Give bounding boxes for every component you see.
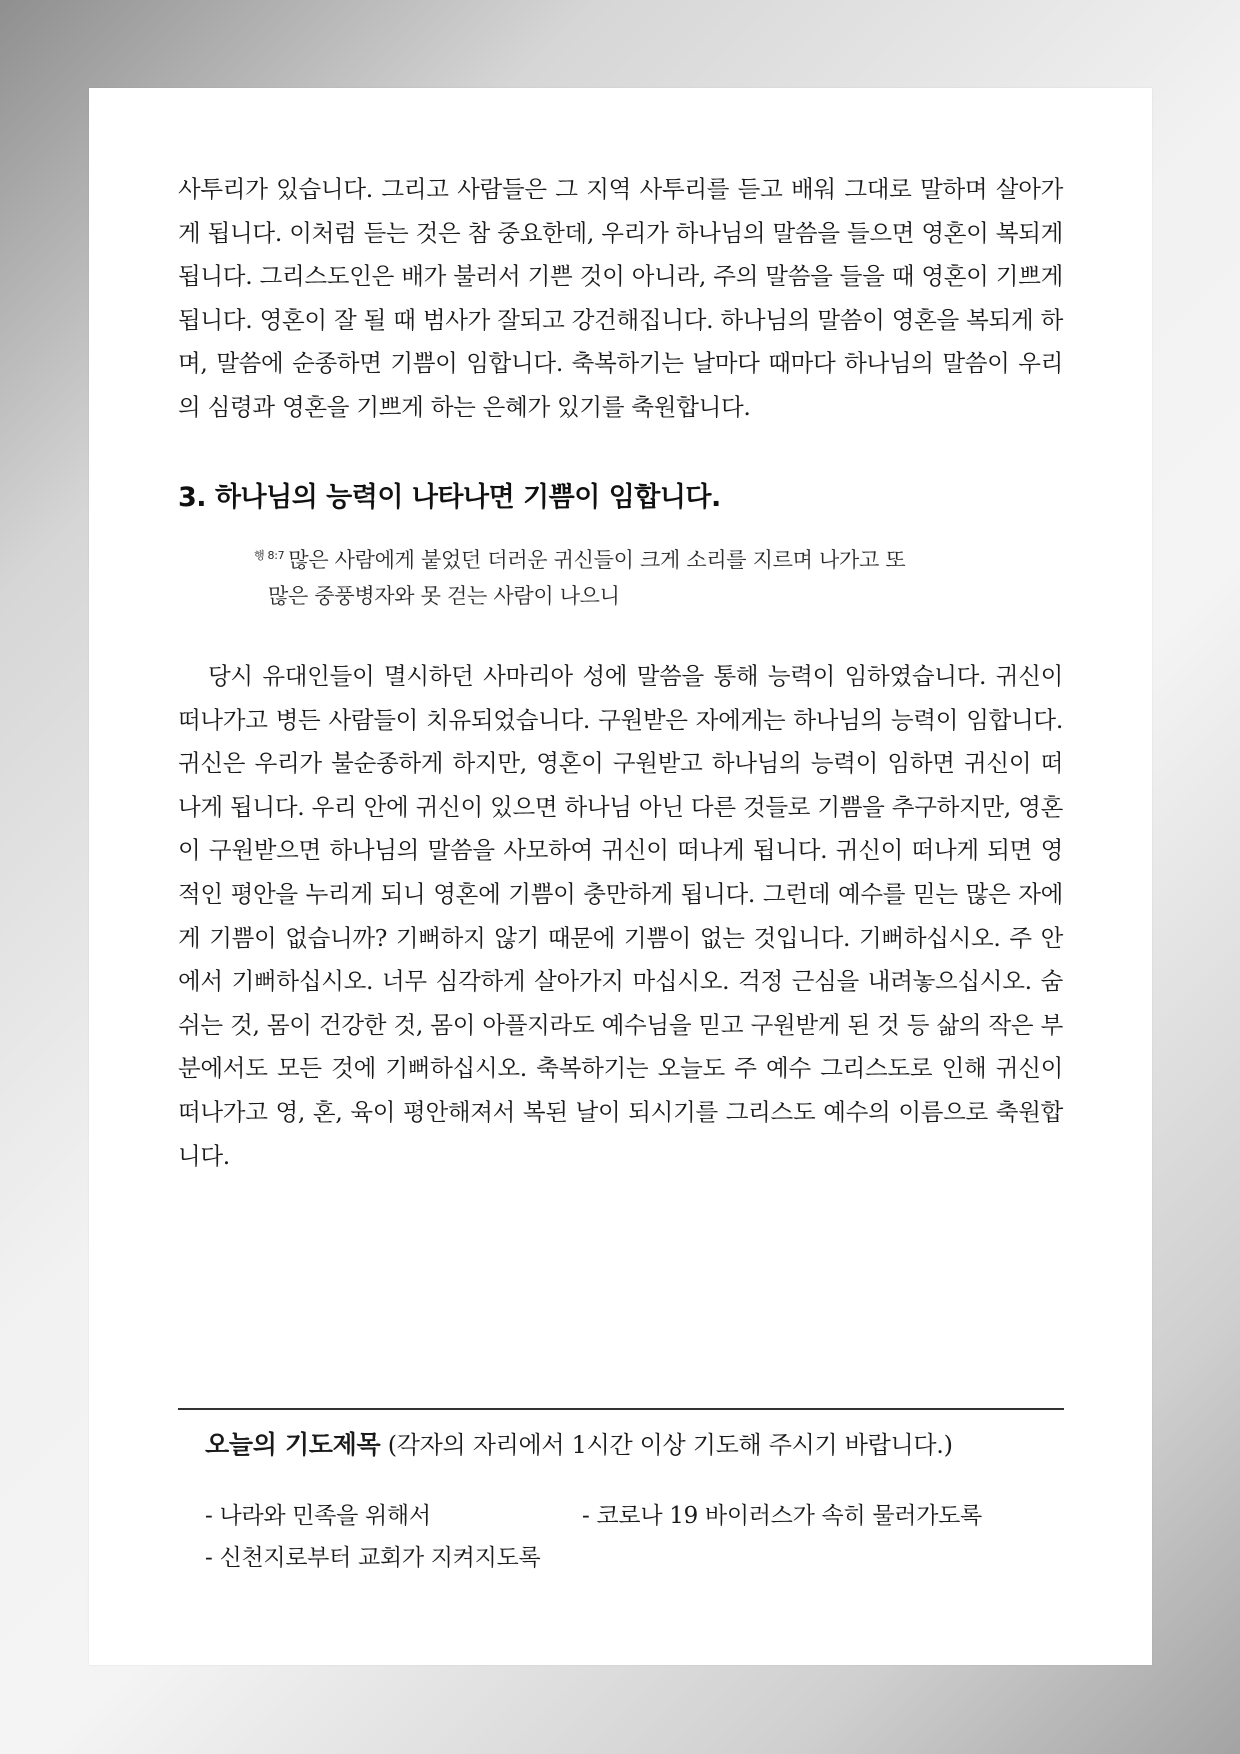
- scripture-line-2: 많은 중풍병자와 못 걷는 사람이 나으니: [268, 584, 620, 608]
- section-divider: [178, 1408, 1064, 1410]
- prayer-title: 오늘의 기도제목: [205, 1430, 381, 1459]
- scripture-reference: 행 8:7: [254, 549, 285, 562]
- body-paragraph-2: 당시 유대인들이 멸시하던 사마리아 성에 말씀을 통해 능력이 임하였습니다. 귀신이 떠나가고 병든 사람들이 치유되었습니다. 구원받은 자에게는 하나님의 능력이 임합니다. 귀신은 우리가 불순종하게 하지만, 영혼이 구원받고 하나님의 능력이 임하면 귀신이 떠나게 됩니다. 우리 안에 귀신이 있으면 하나님 아닌 다른 것들로 기쁨을 추구하지만, 영혼이 구원받으면 하나님의 말씀을 사모하여 귀신이 떠나게 됩니다. 귀신이 떠나게 되면 영적인 평안을 누리게 되니 영혼에 기쁨이 충만하게 됩니다. 그런데 예수를 믿는 많은 자에게 기쁨이 없습니까? 기뻐하지 않기 때문에 기쁨이 없는 것입니다. 기뻐하십시오. 주 안에서 기뻐하십시오. 너무 심각하게 살아가지 마십시오. 걱정 근심을 내려놓으십시오. 숨 쉬는 것, 몸이 건강한 것, 몸이 아플지라도 예수님을 믿고 구원받게 된 것 등 삶의 작은 부분에서도 모든 것에 기뻐하십시오. 축복하기는 오늘도 주 예수 그리스도로 인해 귀신이 떠나가고 영, 혼, 육이 평안해져서 복된 날이 되시기를 그리스도 예수의 이름으로 축원합니다.: [178, 662, 1063, 1170]
- scripture-line-1: 많은 사람에게 붙었던 더러운 귀신들이 크게 소리를 지르며 나가고 또: [288, 548, 906, 572]
- scripture-quote: [254, 538, 1094, 614]
- section-heading: 3. 하나님의 능력이 나타나면 기쁨이 임합니다.: [178, 482, 721, 513]
- document-page: [89, 88, 1152, 1665]
- prayer-subtitle: (각자의 자리에서 1시간 이상 기도해 주시기 바랍니다.): [387, 1431, 953, 1459]
- prayer-item: - 코로나 19 바이러스가 속히 물러가도록: [582, 1503, 982, 1529]
- prayer-item: - 나라와 민족을 위해서: [205, 1503, 431, 1529]
- prayer-heading: [205, 1425, 953, 1465]
- prayer-item: - 신천지로부터 교회가 지켜지도록: [205, 1545, 541, 1571]
- body-paragraph-1: 사투리가 있습니다. 그리고 사람들은 그 지역 사투리를 듣고 배워 그대로 말하며 살아가게 됩니다. 이처럼 듣는 것은 참 중요한데, 우리가 하나님의 말씀을 들으면 영혼이 복되게 됩니다. 그리스도인은 배가 불러서 기쁜 것이 아니라, 주의 말씀을 들을 때 영혼이 기쁘게 됩니다. 영혼이 잘 될 때 범사가 잘되고 강건해집니다. 하나님의 말씀이 영혼을 복되게 하며, 말씀에 순종하면 기쁨이 임합니다. 축복하기는 날마다 때마다 하나님의 말씀이 우리의 심령과 영혼을 기쁘게 하는 은혜가 있기를 축원합니다.: [178, 175, 1063, 421]
